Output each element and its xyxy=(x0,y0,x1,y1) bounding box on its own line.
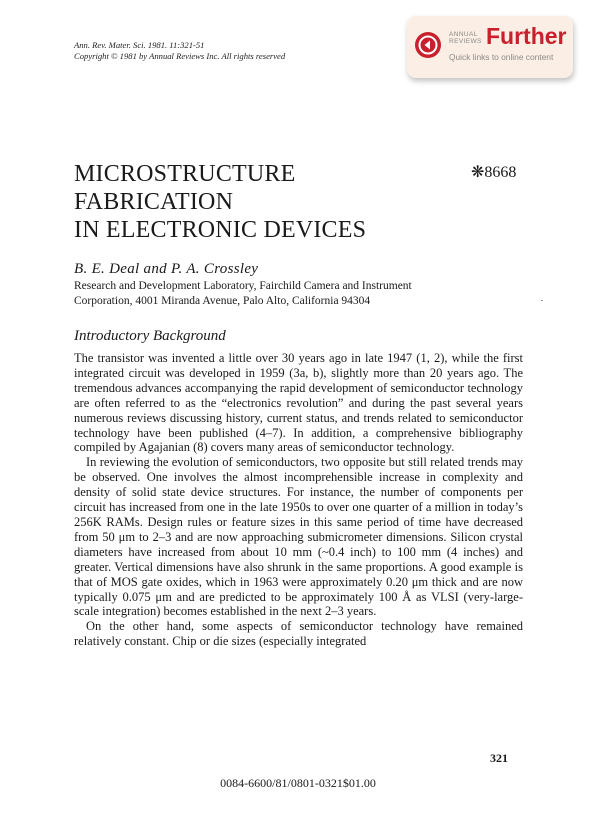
paragraph-3: On the other hand, some aspects of semiconductor technology have remained relatively constant. Chip or die sizes (especially integrated xyxy=(74,619,523,649)
affiliation-line-2: Corporation, 4001 Miranda Avenue, Palo Alto, California 94304 xyxy=(74,295,371,307)
citation-line-2: Copyright © 1981 by Annual Reviews Inc. All rights reserved xyxy=(74,51,286,61)
section-heading: Introductory Background xyxy=(74,328,226,344)
article-body xyxy=(74,351,523,649)
citation-line-1: Ann. Rev. Mater. Sci. 1981. 11:321-51 xyxy=(74,40,205,50)
title-line-1: MICROSTRUCTURE xyxy=(74,161,296,187)
further-word: Further xyxy=(486,23,567,49)
page-number: 321 xyxy=(490,751,508,765)
affiliation-line-1: Research and Development Laboratory, Fairchild Camera and Instrument xyxy=(74,280,412,292)
authors: B. E. Deal and P. A. Crossley xyxy=(74,261,259,277)
affiliation xyxy=(74,279,524,309)
arrow-circle-icon xyxy=(415,32,441,58)
title-line-3: IN ELECTRONIC DEVICES xyxy=(74,217,367,243)
annual-word: ANNUAL xyxy=(449,31,478,38)
footer-code: 0084-6600/81/0801-0321$01.00 xyxy=(220,776,376,790)
further-tagline: Quick links to online content xyxy=(449,52,554,62)
paragraph-2: In reviewing the evolution of semiconductors, two opposite but still related trends may be observed. One involves the almost incomprehensible increase in complexity and density of solid state device structures. For instance, the number of components per circuit has increased from one in the late 1950s to over one quarter of a million in today’s 256K RAMs. Design rules or feature sizes in this same period of time have decreased from 50 μm to 2–3 and are now approaching submicrometer dimensions. Silicon crystal diameters have increased from about 10 mm (~0.4 inch) to 100 mm (4 inches) and greater. Vertical dimensions have also shrunk in the same proportions. A good example is that of MOS gate oxides, which in 1963 were approximately 0.20 μm thick and are now typically 0.075 μm and are predicted to be approximately 100 Å as VLSI (very-large-scale integration) becomes established in the next 2–3 years. xyxy=(74,455,523,619)
reviews-word: REVIEWS xyxy=(449,38,482,45)
annual-reviews-label xyxy=(449,31,482,45)
journal-citation xyxy=(74,40,285,62)
further-links-badge[interactable] xyxy=(407,16,573,78)
article-title xyxy=(74,160,366,244)
paragraph-1: The transistor was invented a little over 30 years ago in late 1947 (1, 2), while the first integrated circuit was developed in 1959 (3a, b), slightly more than 20 years ago. The tremendous advances accompanying the rapid development of semiconductor technology are often referred to as the “electronics revolution” and during the past several years numerous reviews discussing history, current status, and trends related to semiconductor technology have been published (4–7). In addition, a comprehensive bibliography compiled by Agajanian (8) covers many areas of semiconductor technology. xyxy=(74,351,523,455)
article-code: ❋8668 xyxy=(471,164,517,181)
title-line-2: FABRICATION xyxy=(74,189,234,215)
scan-speck xyxy=(541,300,543,301)
